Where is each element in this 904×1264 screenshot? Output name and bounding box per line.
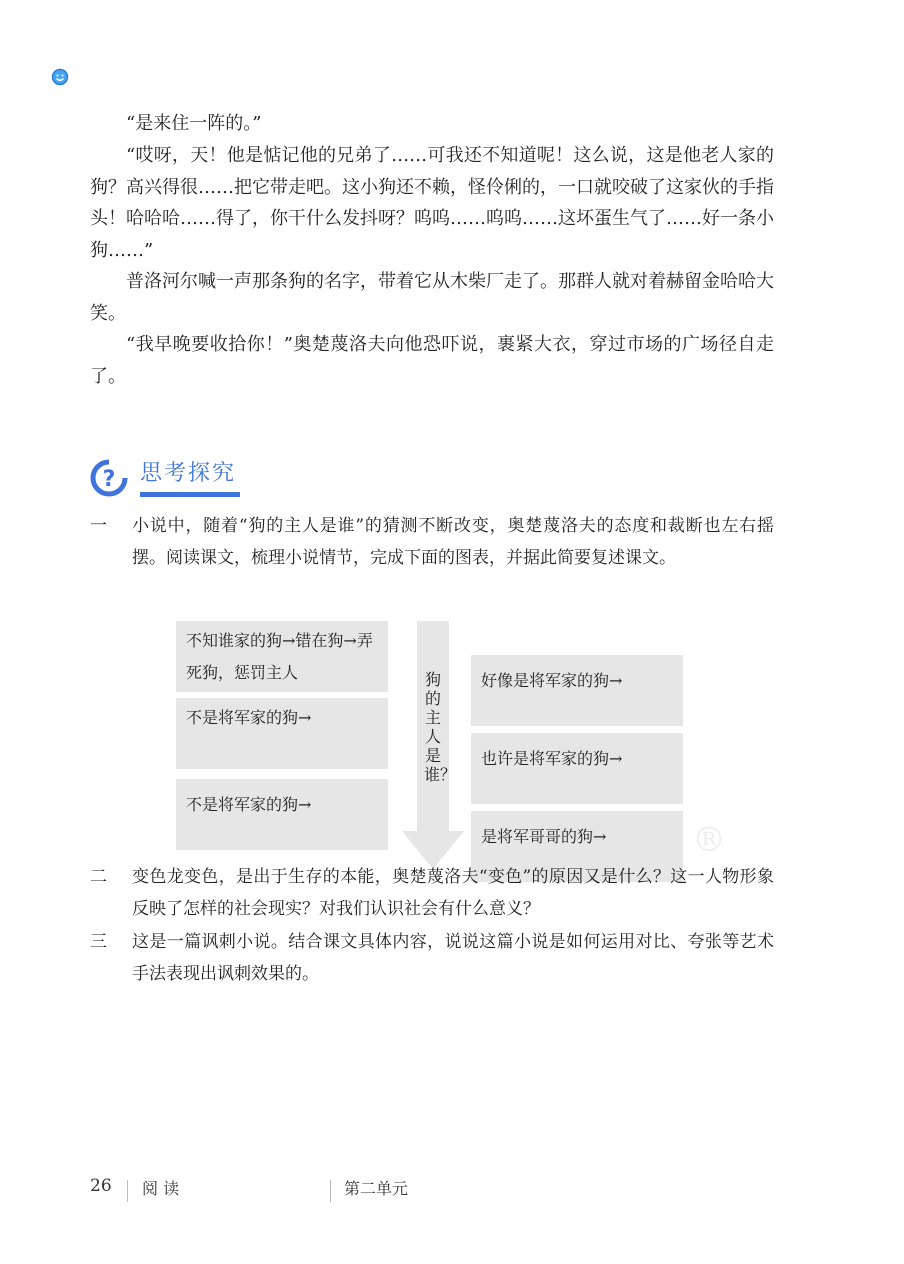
question-1	[90, 511, 774, 574]
question-text: 这是一篇讽刺小说。结合课文具体内容，说说这篇小说是如何运用对比、夸张等艺术手法表现出讽刺效果的。	[132, 932, 774, 984]
section-title: 思考探究	[140, 461, 237, 486]
smiley-icon	[51, 68, 69, 86]
left-box: 不是将军家的狗→	[176, 698, 388, 769]
question-3	[90, 927, 774, 990]
footer-section: 阅 读	[142, 1179, 180, 1198]
question-mark-icon	[90, 459, 128, 497]
page-number: 26	[90, 1176, 112, 1196]
registered-watermark-icon: ®	[692, 820, 726, 860]
divider	[127, 1180, 128, 1202]
right-box: 也许是将军家的狗→	[471, 733, 683, 804]
question-number: 一	[90, 516, 107, 536]
divider	[330, 1180, 331, 1202]
title-underline	[140, 492, 240, 497]
right-box: 是将军哥哥的狗→	[471, 811, 683, 882]
question-text: 小说中，随着“狗的主人是谁”的猜测不断改变，奥楚蔑洛夫的态度和裁断也左右摇摆。阅读课文，梳理小说情节，完成下面的图表，并据此简要复述课文。	[132, 516, 774, 568]
question-number: 三	[90, 932, 107, 952]
question-text: 变色龙变色，是出于生存的本能，奥楚蔑洛夫“变色”的原因又是什么？这一人物形象反映了怎样的社会现实？对我们认识社会有什么意义？	[132, 867, 774, 919]
paragraph: 普洛河尔喊一声那条狗的名字，带着它从木柴厂走了。那群人就对着赫留金哈哈大笑。	[90, 271, 774, 324]
footer-unit: 第二单元	[344, 1179, 409, 1198]
section-heading	[90, 456, 250, 502]
left-box: 不知谁家的狗→错在狗→弄死狗，惩罚主人	[176, 621, 388, 692]
svg-text:?: ?	[102, 467, 116, 492]
question-2	[90, 862, 774, 925]
center-label: 狗的主人是谁？	[424, 670, 457, 784]
paragraph: “哎呀，天！他是惦记他的兄弟了……可我还不知道呢！这么说，这是他老人家的狗？高兴得很……把它带走吧。这小狗还不赖，怪伶俐的，一口就咬破了这家伙的手指头！哈哈哈……得了，你干什么发抖呀？呜呜……呜呜……这坏蛋生气了……好一条小狗……”	[90, 145, 774, 261]
left-box: 不是将军家的狗→	[176, 779, 388, 850]
question-number: 二	[90, 867, 107, 887]
paragraph: “我早晚要收拾你！”奥楚蔑洛夫向他恐吓说，裹紧大衣，穿过市场的广场径自走了。	[90, 334, 774, 387]
paragraph: “是来住一阵的。”	[126, 113, 262, 134]
right-box: 好像是将军家的狗→	[471, 655, 683, 726]
